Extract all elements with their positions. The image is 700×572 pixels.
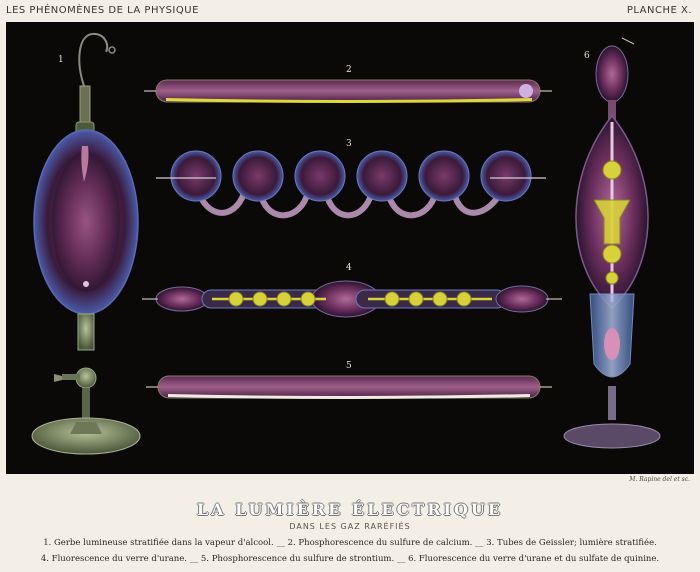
plate-number: PLANCHE X.	[626, 5, 692, 16]
figure-label-3: 3	[346, 139, 352, 149]
running-header: LES PHÉNOMÈNES DE LA PHYSIQUE	[6, 5, 199, 16]
figure-label-2: 2	[346, 65, 352, 75]
figure-label-1: 1	[58, 55, 64, 65]
figure-label-5: 5	[346, 361, 352, 371]
figure-4-uranium-tube	[142, 281, 562, 317]
plate-subtitle: DANS LES GAZ RARÉFIÉS	[289, 522, 411, 531]
figure-3-geissler-tubes	[156, 151, 546, 215]
figure-label-4: 4	[346, 263, 352, 273]
caption-line-2: 4. Fluorescence du verre d'urane. __ 5. Phosphorescence du sulfure de strontium. __ 6. Fluorescence du verre d'urane et du sulfate de quinine.	[40, 554, 660, 564]
plate-title: LA LUMIÈRE ÉLECTRIQUE	[196, 500, 504, 519]
figure-6-apparatus	[564, 38, 660, 448]
engraver-credit: M. Rapine del et sc.	[629, 476, 690, 483]
figure-2-tube	[144, 80, 552, 103]
figure-label-6: 6	[584, 51, 590, 61]
caption-line-1: 1. Gerbe lumineuse stratifiée dans la vapeur d'alcool. __ 2. Phosphorescence du sulfure de calcium. __ 3. Tubes de Geissler; lumière stratifiée.	[43, 538, 657, 548]
figure-1-apparatus	[32, 34, 140, 454]
figure-5-tube	[146, 376, 552, 399]
illustration-plate	[6, 22, 694, 474]
